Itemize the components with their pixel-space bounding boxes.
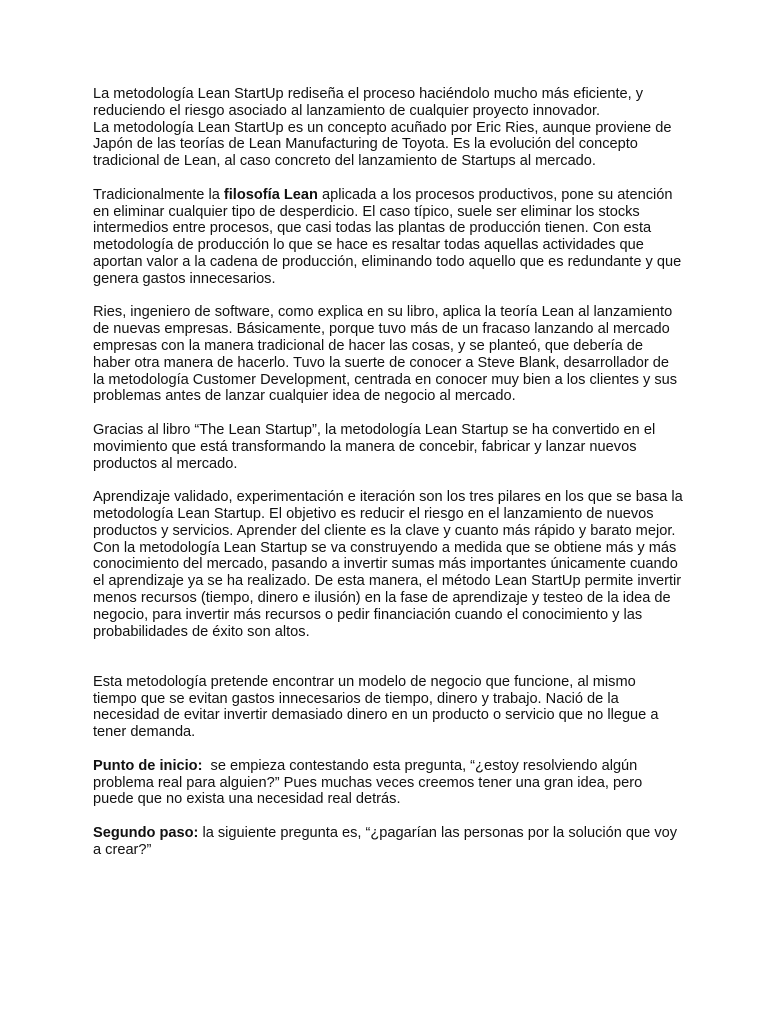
paragraph-gap — [93, 288, 683, 305]
paragraph-gap — [93, 808, 683, 825]
paragraph-gap-large — [93, 640, 683, 674]
punto-inicio-label: Punto de inicio: — [93, 757, 203, 774]
paragraph-intro-1: La metodología Lean StartUp rediseña el proceso haciéndolo mucho más eficiente, y reduciendo el riesgo asociado al lanzamiento de cualquier proyecto innovador. — [93, 86, 644, 119]
paragraph-segundo-paso — [93, 825, 683, 859]
paragraph-aprendizaje: Aprendizaje validado, experimentación e iteración son los tres pilares en los que se basa la metodología Lean Startup. El objetivo es reducir el riesgo en el lanzamiento de nuevos productos y servicios. Aprender del cliente es la clave y cuanto más rápido y barato mejor. — [93, 489, 683, 539]
segundo-paso-label: Segundo paso: — [93, 825, 199, 842]
paragraph-gap — [93, 405, 683, 422]
paragraph-gap — [93, 472, 683, 489]
paragraph-filosofia-pre: Tradicionalmente la — [93, 186, 224, 203]
paragraph-gap — [93, 741, 683, 758]
paragraph-construyendo: Con la metodología Lean Startup se va construyendo a medida que se obtiene más y más conocimiento del mercado, pasando a invertir sumas más importantes únicamente cuando el aprendizaje ya se ha realizado. De esta manera, el método Lean StartUp permite invertir menos recursos (tiempo, dinero e ilusión) en la fase de aprendizaje y testeo de la idea de negocio, para invertir más recursos o pedir financiación cuando el conocimiento y las probabilidades de éxito son altos. — [93, 539, 682, 640]
paragraph-libro: Gracias al libro “The Lean Startup”, la metodología Lean Startup se ha convertido en el movimiento que está transformando la manera de concebir, fabricar y lanzar nuevos productos al mercado. — [93, 421, 656, 472]
filosofia-lean-bold: filosofía Lean — [223, 186, 318, 203]
paragraph-filosofia-post: aplicada a los procesos productivos, pone su atención en eliminar cualquier tipo de desperdicio. El caso típico, suele ser eliminar los stocks intermedios entre procesos, que casi todas las plantas de producción tienen. Con esta metodología de producción lo que se hace es resaltar todas aquellas actividades que aportan valor a la cadena de producción, eliminando todo aquello que es redundante y que genera gastos innecesarios. — [93, 186, 682, 287]
paragraph-punto-inicio — [93, 758, 683, 808]
punto-inicio-text: se empieza contestando esta pregunta, “¿estoy resolviendo algún problema real para alguien?” Pues muchas veces creemos tener una gran idea, pero puede que no exista una necesidad real detrás. — [93, 757, 647, 808]
paragraph-gap — [93, 170, 683, 187]
paragraph-ries: Ries, ingeniero de software, como explica en su libro, aplica la teoría Lean al lanzamiento de nuevas empresas. Básicamente, porque tuvo más de un fracaso lanzando al mercado empresas con la manera tradicional de hacer las cosas, y se planteó, que debería de haber otra manera de hacerlo. Tuvo la suerte de conocer a Steve Blank, desarrollador de la metodología Customer Development, centrada en conocer muy bien a los clientes y sus problemas antes de lanzar cualquier idea de negocio al mercado. — [93, 304, 678, 405]
paragraph-filosofia-lean — [93, 187, 683, 288]
document-page — [93, 86, 683, 859]
paragraph-intro-2: La metodología Lean StartUp es un concepto acuñado por Eric Ries, aunque proviene de Japón de las teorías de Lean Manufacturing de Toyota. Es la evolución del concepto tradicional de Lean, al caso concreto del lanzamiento de Startups al mercado. — [93, 119, 672, 170]
segundo-paso-text: la siguiente pregunta es, “¿pagarían las personas por la solución que voy a crear?” — [93, 825, 678, 858]
paragraph-modelo-negocio: Esta metodología pretende encontrar un modelo de negocio que funcione, al mismo tiempo que se evitan gastos innecesarios de tiempo, dinero y trabajo. Nació de la necesidad de evitar invertir demasiado dinero en un producto o servicio que no llegue a tener demanda. — [93, 673, 659, 741]
